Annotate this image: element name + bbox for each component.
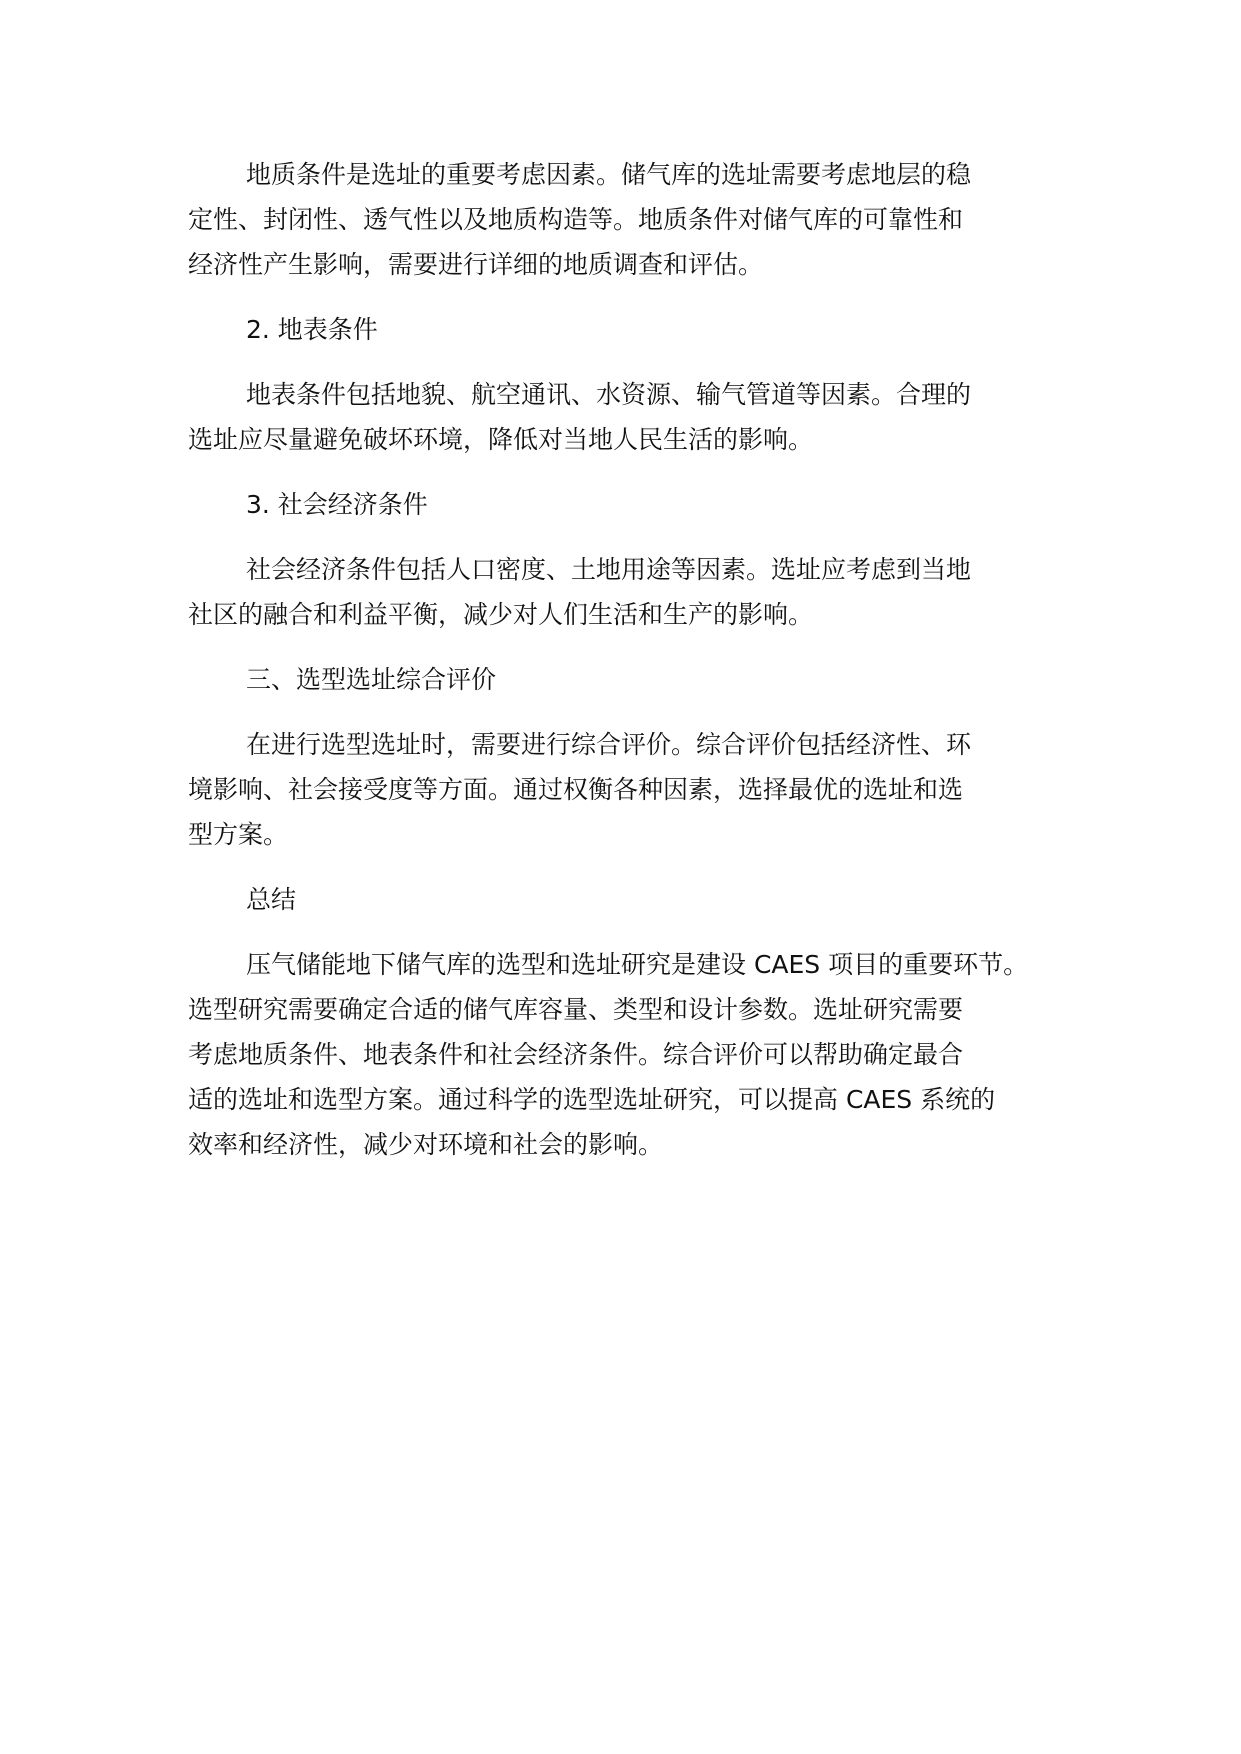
- text-line: 社会经济条件包括人口密度、土地用途等因素。选址应考虑到当地: [246, 555, 972, 584]
- text-line: 压气储能地下储气库的选型和选址研究是建设 CAES 项目的重要环节。: [246, 950, 1029, 979]
- heading-line: 2. 地表条件: [246, 315, 378, 344]
- text-line: 选型研究需要确定合适的储气库容量、类型和设计参数。选址研究需要: [188, 995, 964, 1024]
- paragraph-surface: [188, 372, 1068, 462]
- text-line: 定性、封闭性、透气性以及地质构造等。地质条件对储气库的可靠性和: [188, 205, 964, 234]
- section-heading-summary: [188, 877, 1068, 922]
- paragraph-evaluation: [188, 722, 1068, 857]
- paragraph-summary: [188, 942, 1068, 1167]
- text-line: 效率和经济性，减少对环境和社会的影响。: [188, 1130, 664, 1159]
- section-heading-socioeconomic: [188, 482, 1068, 527]
- text-line: 适的选址和选型方案。通过科学的选型选址研究，可以提高 CAES 系统的: [188, 1085, 996, 1114]
- paragraph-geology: [188, 152, 1068, 287]
- text-line: 经济性产生影响，需要进行详细的地质调查和评估。: [188, 250, 764, 279]
- section-heading-surface: [188, 307, 1068, 352]
- heading-line: 3. 社会经济条件: [246, 490, 428, 519]
- text-line: 型方案。: [188, 820, 289, 849]
- text-line: 在进行选型选址时，需要进行综合评价。综合评价包括经济性、环: [246, 730, 972, 759]
- text-line: 地质条件是选址的重要考虑因素。储气库的选址需要考虑地层的稳: [246, 160, 972, 189]
- text-line: 社区的融合和利益平衡，减少对人们生活和生产的影响。: [188, 600, 814, 629]
- paragraph-socioeconomic: [188, 547, 1068, 637]
- text-line: 选址应尽量避免破坏环境，降低对当地人民生活的影响。: [188, 425, 814, 454]
- text-line: 地表条件包括地貌、航空通讯、水资源、输气管道等因素。合理的: [246, 380, 972, 409]
- section-heading-evaluation: [188, 657, 1068, 702]
- document-body: [188, 152, 1068, 1187]
- text-line: 境影响、社会接受度等方面。通过权衡各种因素，选择最优的选址和选: [188, 775, 964, 804]
- text-line: 考虑地质条件、地表条件和社会经济条件。综合评价可以帮助确定最合: [188, 1040, 964, 1069]
- heading-line: 三、选型选址综合评价: [246, 665, 497, 694]
- heading-line: 总结: [246, 885, 297, 914]
